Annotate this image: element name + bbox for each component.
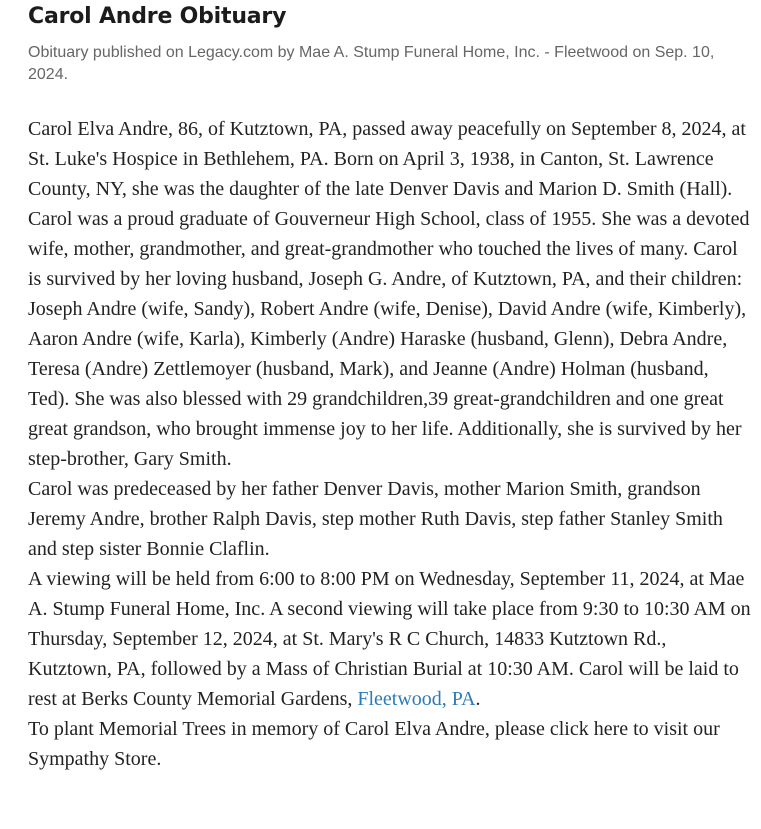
paragraph-services bbox=[28, 564, 752, 714]
paragraph-survivors: Carol was a proud graduate of Gouverneur High School, class of 1955. She was a devoted wife, mother, grandmother, and great-grandmother who touched the lives of many. Carol is survived by her loving husband, Joseph G. Andre, of Kutztown, PA, and their children: Joseph Andre (wife, Sandy), Robert Andre (wife, Denise), David Andre (wife, Kimberly), Aaron Andre (wife, Karla), Kimberly (Andre) Haraske (husband, Glenn), Debra Andre, Teresa (Andre) Zettlemoyer (husband, Mark), and Jeanne (Andre) Holman (husband, Ted). She was also blessed with 29 grandchildren,39 great-grandchildren and one great great grandson, who brought immense joy to her life. Additionally, she is survived by her step-brother, Gary Smith. bbox=[28, 208, 750, 470]
obituary-body bbox=[28, 114, 752, 774]
paragraph-memorial-trees: To plant Memorial Trees in memory of Carol Elva Andre, please click here to visit our Sympathy Store. bbox=[28, 718, 720, 770]
paragraph-predeceased: Carol was predeceased by her father Denver Davis, mother Marion Smith, grandson Jeremy Andre, brother Ralph Davis, step mother Ruth Davis, step father Stanley Smith and step sister Bonnie Claflin. bbox=[28, 478, 723, 560]
services-text-end: . bbox=[475, 688, 481, 710]
obituary-article bbox=[28, 0, 752, 774]
page-title: Carol Andre Obituary bbox=[28, 4, 287, 29]
location-link[interactable]: Fleetwood, PA bbox=[357, 688, 476, 710]
paragraph-biography: Carol Elva Andre, 86, of Kutztown, PA, passed away peacefully on September 8, 2024, at St. Luke's Hospice in Bethlehem, PA. Born on April 3, 1938, in Canton, St. Lawrence County, NY, she was the daughter of the late Denver Davis and Marion D. Smith (Hall). bbox=[28, 118, 746, 200]
obituary-byline: Obituary published on Legacy.com by Mae A. Stump Funeral Home, Inc. - Fleetwood on Sep. 10, 2024. bbox=[28, 44, 715, 83]
services-text: A viewing will be held from 6:00 to 8:00 PM on Wednesday, September 11, 2024, at Mae A. Stump Funeral Home, Inc. A second viewing will take place from 9:30 to 10:30 AM on Thursday, September 12, 2024, at St. Mary's R C Church, 14833 Kutztown Rd., Kutztown, PA, followed by a Mass of Christian Burial at 10:30 AM. Carol will be laid to rest at Berks County Memorial Gardens, bbox=[28, 568, 751, 710]
